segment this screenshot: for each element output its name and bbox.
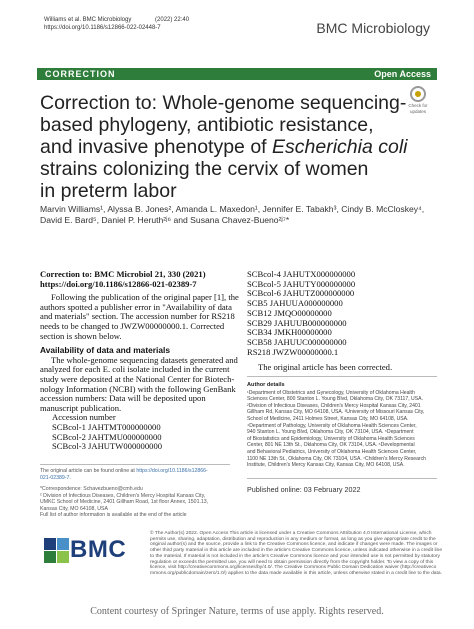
license-line: © The Author(s) 2022. Open Access This article is licensed under a Creative Commons Attribution 4.0 International License, which [150,531,432,536]
logo-square [57,551,69,563]
accession-item: SCB34 JMKH00000000 [247,327,332,338]
check-updates-label-2: updates [409,109,426,114]
check-updates-label-1: Check for [408,103,428,108]
accession-header: Accession number [52,412,116,423]
body-line: The whole-genome sequencing datasets generated and [51,354,238,365]
author-line: David E. Bard⁵, Daniel P. Heruth²ʲ⁶ and Susana Chavez-Bueno²ʲ⁷* [40,215,290,225]
license-line: to the material. If material is not included in the article's Creative Commons licence and your intended use is not permitted by statutory [150,553,440,559]
journal-name: BMC Microbiology [316,20,430,36]
body-line: manuscript publication. [40,402,122,413]
author-detail-line: 940 Stanton L. Young Blvd, Oklahoma City, OK 73104, USA. ⁵Department [247,429,414,436]
original-article-prefix: The original article can be found online at [40,468,137,474]
accession-item: SCB58 JAHUUC000000000 [247,336,347,347]
author-detail-line: Sciences Center, 800 Stanton L. Young Blvd, Oklahoma City, OK 73117, USA. [247,396,423,403]
citation-year: (2022) 22:40 [155,17,190,23]
article-title [40,92,408,202]
published-online-date: Published online: 03 February 2022 [247,485,361,494]
title-line: Correction to: Whole-genome sequencing- [40,92,407,114]
author-detail-line: and Behavioral Pediatrics, University of Oklahoma Health Sciences Center, [247,448,417,455]
title-line: strains colonizing the cervix of women [40,158,369,180]
body-line: and materials" section. The accession number for RS218 [40,311,235,322]
bmc-logo-text: BMC [70,536,127,563]
author-detail-line: ²Division of Infectious Diseases, Children's Mercy Hospital Kansas City, 2401 [247,402,421,409]
accession-item: SCB29 JAHUUB000000000 [247,317,347,328]
author-details-heading: Author details [247,382,285,388]
correspondence-line: UMKC School of Medicine, 2401 Gillham Road, 1st floor Annex, 1501.13, [40,499,209,506]
title-line: based phylogeny, antibiotic resistance, [40,114,374,136]
original-article-link[interactable]: https://doi.org/10.1186/s12866- [136,468,208,474]
title-species: Escherichia coli [272,136,408,158]
footer-notice: Content courtesy of Springer Nature, terms of use apply. Rights reserved. [90,606,384,617]
logo-square [44,538,56,550]
section-heading: Availability of data and materials [40,345,171,356]
logo-square [57,538,69,550]
author-detail-line: ⁴Department of Pathology, University of Oklahoma Health Sciences Center, [247,422,417,429]
divider [247,376,437,377]
license-line: licence, visit http://creativecommons.org/licenses/by/4.0/. The Creative Commons Public Domain Dedication waiver (http://creativeco [150,565,437,571]
correspondence-block [40,486,235,519]
correspondence-email[interactable]: *Correspondence: Schavezbueno@cmh.edu [40,486,143,492]
body-line: analyzed for each E. coli isolate included in the current [40,364,230,375]
license-line: original author(s) and the source, provide a link to the Creative Commons licence, and indicate if changes were made. The images or [150,542,438,548]
correspondence-line: ² Division of Infectious Diseases, Children's Mercy Hospital Kansas City, [40,492,206,499]
license-line: mmons.org/publicdomain/zero/1.0/) applies to the data made available in this article, unless otherwise stated in a credit line to the data. [150,570,442,576]
correspondence-line: Kansas City, MO 64108, USA [40,505,108,512]
accession-item: SCB12 JMQO00000000 [247,307,332,318]
citation-text: Williams et al. BMC Microbiology [44,17,132,23]
body-line: section is shown below. [40,330,122,341]
original-article-note [40,468,230,481]
logo-square [44,551,56,563]
body-line: nology Information (NCBI) with the following GenBank [40,383,236,394]
citation-doi[interactable]: https://doi.org/10.1186/s12866-022-02448-7 [44,25,161,31]
author-detail-line: School of Medicine, 2411 Holmes Street, Kansas City, MO 64108, USA. [247,415,409,422]
accession-item: RS218 JWZW00000000.1 [247,346,339,357]
title-line [40,136,408,158]
right-column [247,270,437,373]
title-line-part: and invasive phenotype of [40,136,273,158]
license-line: other third party material in this article are included in the article's Creative Commons licence, unless indicated otherwise in a credit line [150,548,443,554]
author-detail-line: 1100 NE 13th St., Oklahoma City, OK 73104, USA. ⁷Children's Mercy Research [247,455,427,462]
body-line: Following the publication of the original paper [1], the [51,292,239,303]
license-text [150,531,445,577]
author-list [40,204,440,226]
original-article-line [40,468,230,475]
original-article-link-cont[interactable]: 021-02389-7. [40,474,71,481]
author-detail-line: Institute, Children's Mercy Kansas City, Kansas City, MO 64108, USA. [247,462,405,469]
article-type-label: CORRECTION [45,69,116,79]
check-updates-icon [410,86,426,102]
body-line: authors spotted a publisher error in "Availability of data [40,301,232,312]
correction-statement: The original article has been corrected. [258,362,393,373]
title-line: in preterm labor [40,180,177,202]
license-line: regulation or exceeds the permitted use, you will need to obtain permission directly from the copyright holder. To view a copy of this [150,559,434,565]
author-detail-line: of Biostatistics and Epidemiology, University of Oklahoma Health Sciences [247,435,415,442]
correspondence-line: Full list of author information is available at the end of the article [40,512,187,519]
accession-item: SCBcol-1 JAHTMT000000000 [52,421,161,432]
author-line: Marvin Williams¹, Alyssa B. Jones², Amanda L. Maxedon¹, Jennifer E. Tabakh³, Cindy B. McCloskey⁴, [40,204,425,214]
author-detail-line: Gillham Rd, Kansas City, MO 64108, USA. ³University of Missouri Kansas City, [247,409,425,416]
correction-citation: Correction to: BMC Microbiol 21, 330 (2021) [40,269,206,279]
body-line: needs to be changed to JWZW00000000.1. Corrected [40,320,225,331]
license-line: permits use, sharing, adaptation, distribution and reproduction in any medium or format, as long as you give appropriate credit to the [150,536,436,542]
accession-item: SCB5 JAHUUA000000000 [247,298,343,309]
correction-doi-link[interactable]: https://doi.org/10.1186/s12866-021-02389-7 [40,278,197,289]
author-detail-line: ¹Department of Obstetrics and Gynecology, University of Oklahoma Health [247,389,415,396]
author-details [247,382,437,469]
accession-item: SCBcol-6 JAHUTZ000000000 [247,288,355,299]
accession-item: SCBcol-4 JAHUTX000000000 [247,269,356,279]
open-access-badge: Open Access [374,69,431,79]
divider [40,464,230,465]
left-column [40,269,239,452]
author-detail-line: Center, 801 NE 13th St., Oklahoma City, OK 73104, USA. ⁶Developmental [247,442,415,449]
accession-item: SCBcol-5 JAHUTY000000000 [247,278,356,289]
check-for-updates-button[interactable] [405,86,431,114]
article-type-band [37,68,437,80]
accession-item: SCBcol-2 JAHTMU000000000 [52,431,162,442]
accession-item: SCBcol-3 JAHUTW000000000 [52,441,163,452]
article-header-citation [44,16,189,32]
divider [247,478,437,479]
body-line: study were deposited at the National Center for Biotech- [40,373,235,384]
body-line: accession numbers: Data will be deposited upon [40,393,206,404]
